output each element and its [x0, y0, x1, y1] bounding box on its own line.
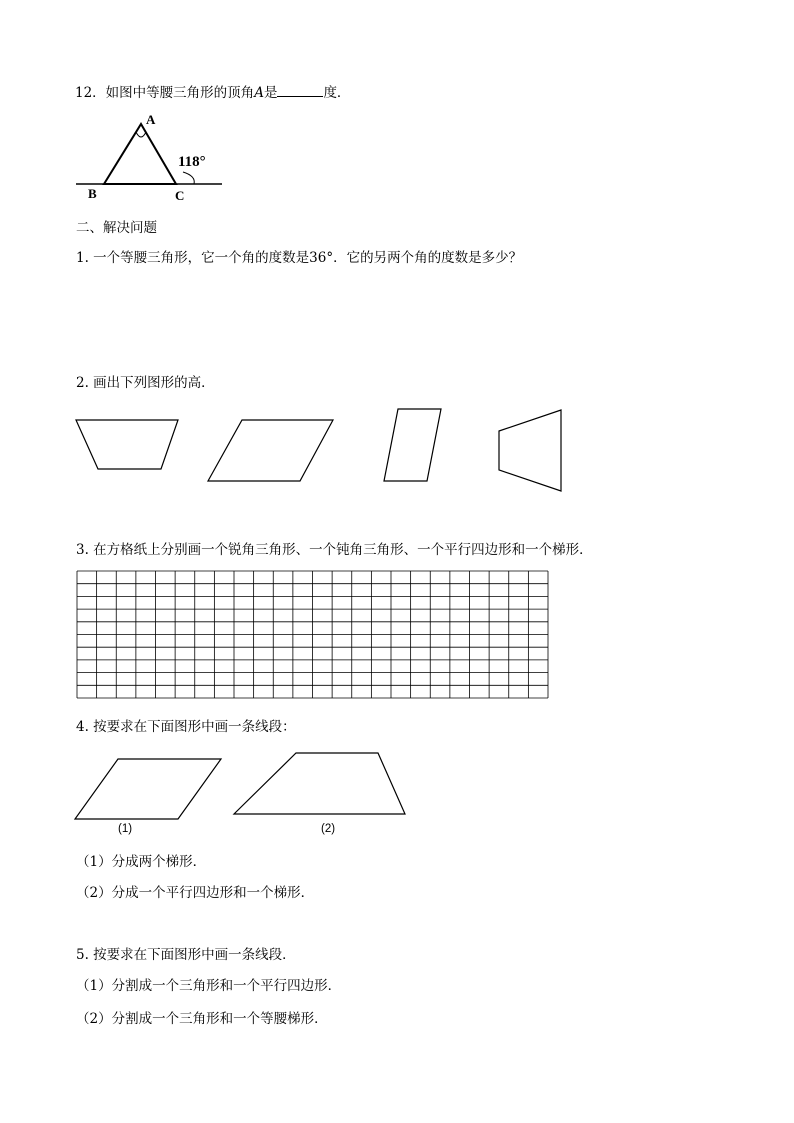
q12-mid: 是	[263, 85, 278, 101]
section-title: 二、解决问题	[76, 220, 157, 236]
q12-var: A	[254, 85, 264, 101]
q12-label-c: C	[175, 188, 185, 203]
p2-trapezoid	[76, 420, 178, 469]
q12-angle-c-mark	[183, 172, 194, 184]
p4-fig2-label: (2)	[321, 823, 336, 835]
problem-5-item-2: （2）分割成一个三角形和一个等腰梯形．	[76, 1011, 328, 1027]
problem-2: 2. 画出下列图形的高．	[76, 375, 215, 391]
q12-label-a: A	[146, 112, 156, 127]
p4-fig1-label: (1)	[118, 823, 133, 835]
p3-grid-paper	[77, 571, 548, 698]
q12-suffix: 度．	[323, 85, 351, 101]
problem-5-item-1: （1）分割成一个三角形和一个平行四边形．	[76, 978, 342, 994]
q12-triangle	[104, 124, 176, 184]
q12-prefix: 12．如图中等腰三角形的顶角	[75, 85, 255, 101]
problem-1: 1. 一个等腰三角形，它一个角的度数是36°．它的另两个角的度数是多少？	[76, 250, 523, 266]
q12-angle-a-mark	[136, 132, 146, 137]
problem-4-item-2: （2）分成一个平行四边形和一个梯形．	[76, 885, 315, 901]
problem-4-item-1: （1）分成两个梯形．	[76, 854, 207, 870]
problem-3: 3. 在方格纸上分别画一个锐角三角形、一个钝角三角形、一个平行四边形和一个梯形．	[76, 542, 593, 558]
p4-trapezoid	[234, 753, 405, 814]
p2-parallelogram	[208, 420, 333, 481]
p2-slanted-parallelogram	[384, 409, 441, 481]
q12-label-b: B	[88, 186, 97, 201]
q12-angle-label: 118°	[178, 154, 206, 170]
problem-5: 5. 按要求在下面图形中画一条线段．	[76, 947, 296, 963]
p4-parallelogram	[75, 759, 221, 819]
p2-right-trapezoid	[499, 410, 561, 491]
problem-4: 4. 按要求在下面图形中画一条线段：	[76, 719, 296, 735]
